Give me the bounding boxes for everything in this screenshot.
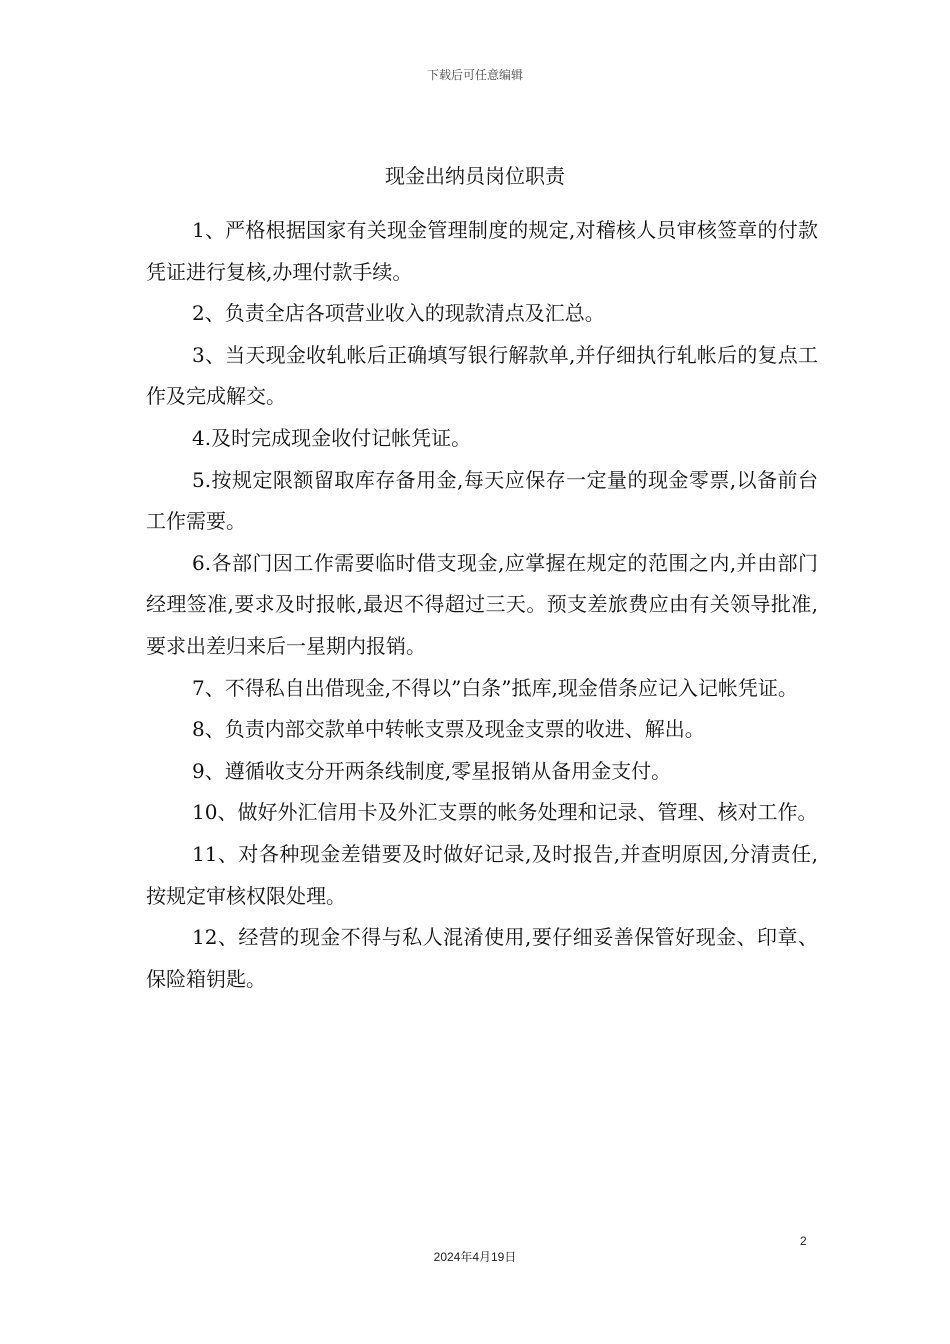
header-note: 下载后可任意编辑: [426, 68, 523, 82]
page-number: 2: [800, 1234, 807, 1248]
paragraph-12: 12、经营的现金不得与私人混淆使用,要仔细妥善保管好现金、印章、保险箱钥匙。: [146, 925, 818, 991]
paragraph-8: 8、负责内部交款单中转帐支票及现金支票的收进、解出。: [192, 717, 705, 742]
document-title: 现金出纳员岗位职责: [385, 164, 565, 188]
paragraph-7: 7、不得私自出借现金,不得以”白条”抵库,现金借条应记入记帐凭证。: [192, 675, 798, 700]
paragraph-1: 1、严格根据国家有关现金管理制度的规定,对稽核人员审核签章的付款凭证进行复核,办理付款手续。: [146, 218, 818, 284]
paragraph-2: 2、负责全店各项营业收入的现款清点及汇总。: [192, 301, 605, 326]
paragraph-3: 3、当天现金收轧帐后正确填写银行解款单,并仔细执行轧帐后的复点工作及完成解交。: [146, 342, 818, 409]
paragraph-9: 9、遵循收支分开两条线制度,零星报销从备用金支付。: [192, 758, 672, 783]
footer-date: 2024年4月19日: [433, 1250, 517, 1264]
paragraph-11: 11、对各种现金差错要及时做好记录,及时报告,并查明原因,分清责任,按规定审核权限处理。: [146, 841, 818, 908]
document-body: [146, 210, 818, 1000]
paragraph-5: 5.按规定限额留取库存备用金,每天应保存一定量的现金零票,以备前台工作需要。: [146, 467, 818, 534]
paragraph-10: 10、做好外汇信用卡及外汇支票的帐务处理和记录、管理、核对工作。: [192, 800, 818, 825]
paragraph-4: 4.及时完成现金收付记帐凭证。: [192, 425, 472, 450]
paragraph-6: 6.各部门因工作需要临时借支现金,应掌握在规定的范围之内,并由部门经理签准,要求及时报帐,最迟不得超过三天。预支差旅费应由有关领导批准,要求出差归来后一星期内报销。: [146, 550, 818, 658]
